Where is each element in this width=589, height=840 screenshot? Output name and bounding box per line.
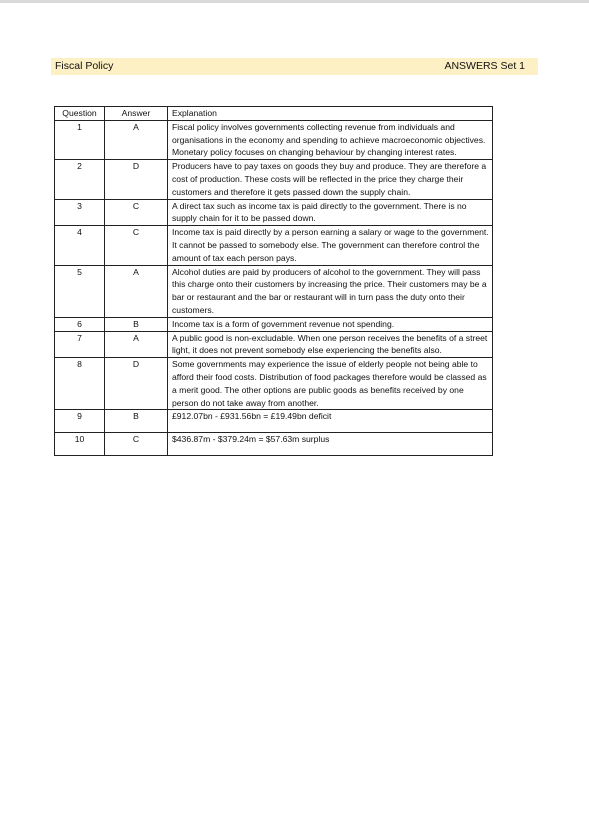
answer-letter: B xyxy=(105,317,168,331)
question-number: 4 xyxy=(55,226,105,265)
question-number: 1 xyxy=(55,120,105,159)
table-row xyxy=(55,358,493,410)
table-row xyxy=(55,199,493,226)
table-header-row xyxy=(55,107,493,121)
header-band xyxy=(51,58,538,75)
answer-letter: A xyxy=(105,331,168,358)
question-number: 2 xyxy=(55,160,105,199)
explanation-text: Some governments may experience the issue of elderly people not being able to afford their food costs. Distribution of food packages therefore would be classed as a merit good. The other options are public goods as benefits received by one person do not take away from another. xyxy=(168,358,493,410)
column-header-question: Question xyxy=(55,107,105,121)
table-row xyxy=(55,317,493,331)
answer-letter: D xyxy=(105,160,168,199)
answers-set-label: ANSWERS Set 1 xyxy=(444,60,525,72)
answers-table xyxy=(54,106,493,456)
table-row xyxy=(55,265,493,317)
table-row xyxy=(55,160,493,199)
question-number: 7 xyxy=(55,331,105,358)
explanation-text: A direct tax such as income tax is paid directly to the government. There is no supply chain for it to be passed down. xyxy=(168,199,493,226)
column-header-answer: Answer xyxy=(105,107,168,121)
answer-letter: A xyxy=(105,265,168,317)
table-row xyxy=(55,331,493,358)
table-row xyxy=(55,410,493,433)
answer-letter: D xyxy=(105,358,168,410)
document-title: Fiscal Policy xyxy=(55,60,114,72)
question-number: 10 xyxy=(55,433,105,456)
explanation-text: Producers have to pay taxes on goods they buy and produce. They are therefore a cost of production. These costs will be reflected in the price they charge their customers and therefore it gets passed down the supply chain. xyxy=(168,160,493,199)
explanation-text: $436.87m - $379.24m = $57.63m surplus xyxy=(168,433,493,456)
explanation-text: Fiscal policy involves governments collecting revenue from individuals and organisations in the economy and spending to achieve macroeconomic objectives. Monetary policy focuses on changing behaviour by changing interest rates. xyxy=(168,120,493,159)
top-rule xyxy=(0,0,589,3)
explanation-text: A public good is non-excludable. When one person receives the benefits of a street light, it does not prevent somebody else experiencing the benefits also. xyxy=(168,331,493,358)
answer-letter: C xyxy=(105,226,168,265)
explanation-text: Income tax is a form of government revenue not spending. xyxy=(168,317,493,331)
answer-letter: C xyxy=(105,433,168,456)
table-row xyxy=(55,433,493,456)
table-row xyxy=(55,120,493,159)
answer-letter: A xyxy=(105,120,168,159)
question-number: 8 xyxy=(55,358,105,410)
column-header-explanation: Explanation xyxy=(168,107,493,121)
answer-letter: B xyxy=(105,410,168,433)
question-number: 9 xyxy=(55,410,105,433)
explanation-text: £912.07bn - £931.56bn = £19.49bn deficit xyxy=(168,410,493,433)
explanation-text: Alcohol duties are paid by producers of alcohol to the government. They will pass this charge onto their customers by increasing the price. Their customers may be a bar or restaurant and the bar or restaurant will in turn pass the duty onto their customers. xyxy=(168,265,493,317)
question-number: 3 xyxy=(55,199,105,226)
answer-letter: C xyxy=(105,199,168,226)
explanation-text: Income tax is paid directly by a person earning a salary or wage to the government. It cannot be passed to somebody else. The government can therefore control the amount of tax each person pays. xyxy=(168,226,493,265)
question-number: 5 xyxy=(55,265,105,317)
table-row xyxy=(55,226,493,265)
question-number: 6 xyxy=(55,317,105,331)
